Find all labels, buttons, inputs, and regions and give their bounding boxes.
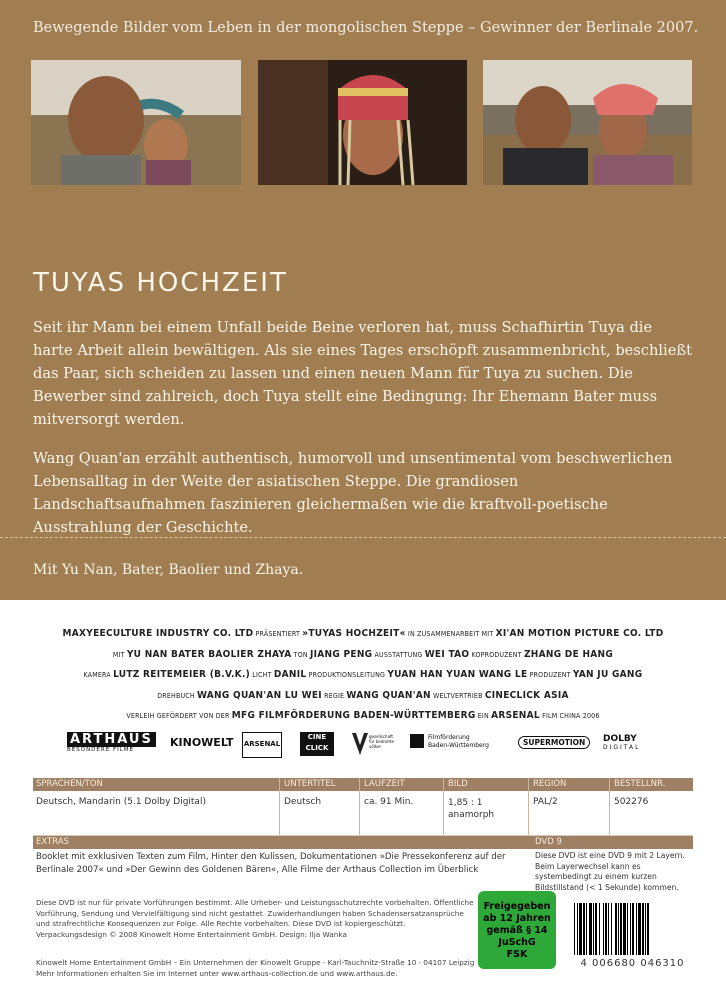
barcode-bar	[642, 903, 644, 955]
credit-key: FILM CHINA 2006	[539, 712, 600, 720]
barcode-bar	[589, 903, 592, 955]
mfg-logo-text: Filmförderung	[428, 734, 470, 741]
credit-key: TON	[291, 650, 310, 659]
credit-key: EIN	[475, 712, 492, 720]
credit-value: MAXYEECULTURE INDUSTRY CO. LTD	[62, 628, 254, 639]
credit-value: WEI TAO	[424, 648, 470, 660]
table-cell: ca. 91 Min.	[364, 797, 414, 807]
header-cell: UNTERTITEL	[284, 779, 336, 789]
barcode-bar	[638, 903, 641, 955]
dvd-layer-note: Diese DVD ist eine DVD 9 mit 2 Layern. Beim Layerwechsel kann es systembedingt zu einem kurzen Bildstillstand (< 1 Sekunde) kommen.	[535, 851, 685, 892]
barcode-bar	[647, 903, 649, 955]
credit-key: REGIE	[321, 691, 347, 700]
table-cell: 1,85 : 1 anamorph	[448, 798, 495, 820]
barcode-bar	[615, 903, 617, 955]
barcode-number: 4 006680 046310	[580, 958, 685, 969]
column-divider	[359, 778, 360, 835]
header-cell: SPRACHEN/TON	[36, 779, 103, 789]
header-cell: REGION	[533, 779, 567, 789]
fsk-line: gemäß § 14	[486, 925, 548, 936]
barcode-bar	[586, 903, 587, 955]
credit-value: YU NAN BATER BAOLIER ZHAYA	[126, 648, 292, 660]
mfg-mark-icon	[410, 734, 424, 748]
dolby-logo-text: DOLBY	[603, 734, 637, 744]
film-title: TUYAS HOCHZEIT	[33, 268, 288, 298]
divider	[0, 537, 726, 538]
tagline: Bewegende Bilder vom Leben in der mongolischen Steppe – Gewinner der Berlinale 2007.	[33, 20, 699, 36]
fsk-line: ab 12 Jahren	[483, 913, 551, 924]
credit-value: WANG QUAN'AN	[346, 689, 431, 701]
credit-value: YAN JU GANG	[572, 669, 643, 680]
legal-notice: Diese DVD ist nur für private Vorführungen bestimmt. Alle Urheber- und Leistungsschutzrechte vorbehalten. Öffentliche Vorführung, Sendung und Vervielfältigung sind nicht gestattet. Zuwiderhandlungen haben Schadensersatzansprüche und strafrechtliche Konsequenzen zur Folge. Alle Rechte vorbehalten. Diese DVD ist kopiergeschützt. Verpackungsdesign © 2008 Kinowelt Home Entertainment GmbH. Design: Ilja Wanka	[36, 898, 474, 939]
credit-key: LICHT	[250, 671, 274, 679]
credit-key: KOPRODUZENT	[469, 650, 524, 659]
still-photo-3	[483, 60, 692, 185]
credits-block	[0, 624, 726, 727]
supermotion-logo: SUPERMOTION	[518, 736, 590, 749]
arsenal-logo: ARSENAL	[242, 732, 282, 758]
column-divider	[528, 778, 529, 835]
credit-line	[0, 706, 726, 727]
barcode-bar	[593, 903, 594, 955]
header-cell: BESTELLNR.	[614, 779, 666, 789]
table-cell: Deutsch	[284, 797, 322, 807]
logo-bar	[60, 732, 680, 758]
header-cell: BILD	[448, 779, 468, 789]
credit-line	[0, 686, 726, 707]
credit-line	[0, 665, 726, 686]
credit-line	[0, 624, 726, 645]
synopsis	[33, 316, 693, 555]
barcode-bar	[611, 903, 612, 955]
company-info: Kinowelt Home Entertainment GmbH – Ein Unternehmen der Kinowelt Gruppe · Karl-Tauchnitz-Straße 10 · 04107 Leipzig Mehr Informationen erhalten Sie im Internet unter www.arthaus-collection.de und www.arthaus.de.	[36, 958, 475, 978]
fsk-line: FSK	[506, 949, 528, 960]
fsk-line: JuSchG	[498, 937, 536, 948]
barcode-bar	[630, 903, 631, 955]
table-cell: PAL/2	[533, 797, 558, 807]
table-row	[33, 791, 693, 836]
credit-value: »TUYAS HOCHZEIT«	[302, 628, 406, 639]
credit-key: DREHBUCH	[157, 691, 198, 700]
credit-key: PRODUKTIONSLEITUNG	[306, 671, 388, 679]
arthaus-logo	[67, 732, 156, 753]
barcode-bar	[574, 903, 575, 955]
barcode-bar	[618, 903, 619, 955]
column-divider	[609, 778, 610, 835]
still-photo-1	[31, 60, 241, 185]
barcode	[570, 903, 695, 971]
table-cell: 502276	[614, 797, 649, 807]
credit-value: LUTZ REITEMEIER (B.V.K.)	[113, 669, 251, 680]
extras-text: Booklet mit exklusiven Texten zum Film, Hinter den Kulissen, Dokumentationen »Die Pressekonferenz auf der Berlinale 2007« und »Der Gewinn des Goldenen Bären«, Alle Filme der Arthaus Collection im Überblick	[36, 852, 506, 875]
barcode-bar	[627, 903, 628, 955]
column-divider	[279, 778, 280, 835]
barcode-bar	[620, 903, 622, 955]
barcode-bar	[603, 903, 604, 955]
dolby-logo	[603, 734, 640, 751]
credit-value: YUAN HAN YUAN WANG LE	[387, 669, 528, 680]
barcode-bar	[632, 903, 634, 955]
cast-line: Mit Yu Nan, Bater, Baolier und Zhaya.	[33, 562, 304, 578]
synopsis-paragraph: Seit ihr Mann bei einem Unfall beide Beine verloren hat, muss Schafhirtin Tuya die harte Arbeit allein bewältigen. Als sie eines Tages erschöpft zusammenbricht, beschließt das Paar, sich scheiden zu lassen und einen neuen Mann für Tuya zu suchen. Die Bewerber sind zahlreich, doch Tuya stellt eine Bedingung: Ihr Ehemann Bater muss mitversorgt werden.	[33, 319, 692, 428]
credit-key: IN ZUSAMMENARBEIT MIT	[405, 630, 496, 638]
header-cell: LAUFZEIT	[364, 779, 405, 789]
barcode-bar	[636, 903, 637, 955]
cineclick-logo: CINE CLICK	[300, 732, 334, 756]
kinowelt-logo: KINOWELT	[170, 736, 234, 749]
barcode-bar	[579, 903, 582, 955]
extras-label: EXTRAS	[36, 837, 70, 847]
barcode-bar	[599, 903, 600, 955]
credit-key: WELTVERTRIEB	[430, 691, 485, 700]
barcode-bar	[595, 903, 597, 955]
table-header	[33, 778, 693, 791]
gesellschaft-logo	[352, 732, 392, 758]
v-mark-icon	[352, 733, 368, 755]
extras-header	[33, 836, 693, 849]
synopsis-paragraph: Wang Quan'an erzählt authentisch, humorvoll und unsentimental vom beschwerlichen Lebensalltag in der Weite der asiatischen Steppe. Die grandiosen Landschaftsaufnahmen faszinieren gleichermaßen wie die kraftvoll-poetische Ausstrahlung der Geschichte.	[33, 450, 673, 536]
barcode-bar	[583, 903, 585, 955]
still-photo-2	[258, 60, 467, 185]
dolby-logo-subtitle: DIGITAL	[603, 744, 641, 751]
barcode-bar	[608, 903, 609, 955]
credit-value: DANIL	[273, 669, 307, 680]
table-cell: Deutsch, Mandarin (5.1 Dolby Digital)	[36, 797, 206, 807]
dvd-label: DVD 9	[535, 837, 562, 847]
credit-key: MIT	[112, 650, 127, 659]
credit-value: ZHANG DE HANG	[523, 648, 614, 660]
credit-line	[0, 645, 726, 666]
credit-value: XI'AN MOTION PICTURE CO. LTD	[495, 628, 664, 639]
credit-value: WANG QUAN'AN LU WEI	[197, 689, 322, 701]
credit-value: MFG FILMFÖRDERUNG BADEN-WÜRTTEMBERG	[231, 710, 476, 721]
credit-key: AUSSTATTUNG	[372, 650, 425, 659]
column-divider	[443, 778, 444, 835]
arthaus-logo-subtitle: BESONDERE FILME	[67, 747, 135, 753]
credit-value: CINECLICK ASIA	[484, 689, 569, 701]
credit-key: PRÄSENTIERT	[253, 630, 303, 638]
mfg-logo-text: Baden-Württemberg	[428, 742, 489, 749]
credit-value: JIANG PENG	[309, 648, 373, 660]
credit-key: KAMERA	[83, 671, 114, 679]
credit-key: PRODUZENT	[527, 671, 573, 679]
barcode-bar	[577, 903, 578, 955]
barcode-bar	[605, 903, 607, 955]
credit-value: ARSENAL	[491, 710, 540, 721]
fsk-line: Freigegeben	[483, 901, 551, 912]
fsk-rating-badge	[478, 891, 556, 969]
credit-key: VERLEIH GEFÖRDERT VON DER	[126, 712, 232, 720]
tech-info-table	[33, 778, 693, 978]
arthaus-logo-text: ARTHAUS	[67, 732, 156, 747]
gesellschaft-logo-text: gesellschaft für bedrohte völker	[369, 734, 394, 749]
barcode-bars	[570, 903, 695, 955]
barcode-bar	[645, 903, 646, 955]
barcode-bar	[623, 903, 626, 955]
